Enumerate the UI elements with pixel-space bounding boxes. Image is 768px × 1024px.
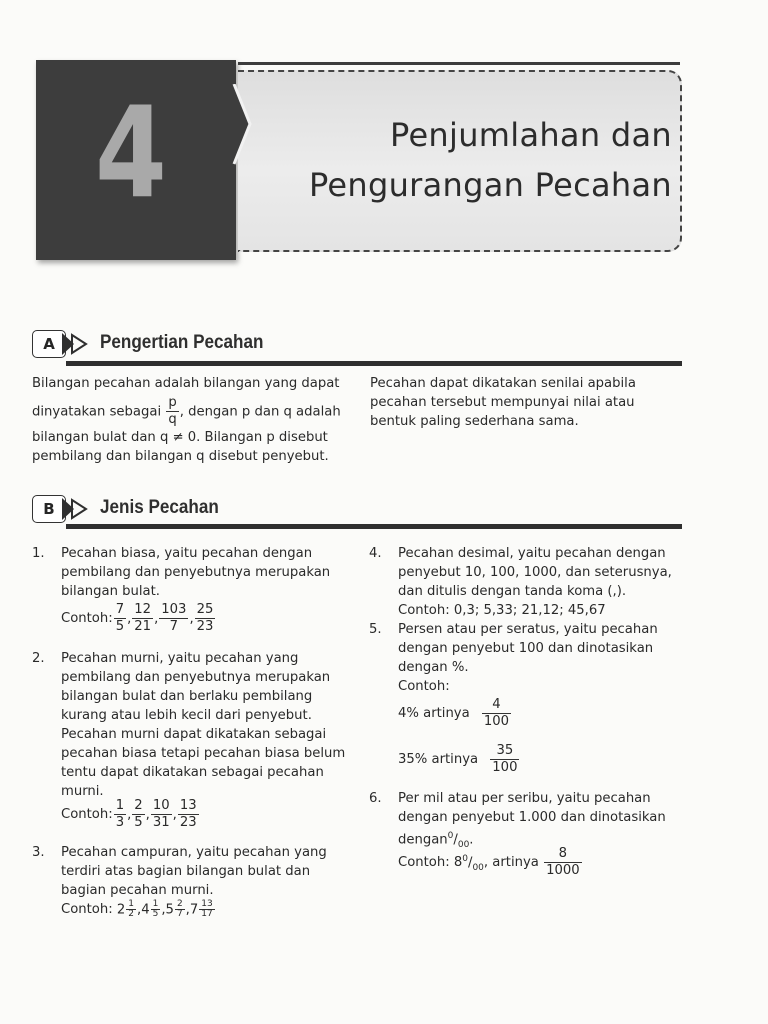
section-b-arrow-icon — [62, 496, 92, 522]
item5-example2: 35% artinya $\frac{35}{100}$ — [398, 743, 518, 775]
item1-text: Pecahan biasa, yaitu pecahan dengan pembilang dan penyebutnya merupakan bilangan bulat. — [61, 546, 331, 599]
chapter-title-line1: Penjumlahan dan — [389, 116, 672, 154]
section-b-title: Jenis Pecahan — [100, 497, 219, 518]
item2-fraction: $\frac{1}{3}$ — [115, 798, 125, 830]
section-a-left-line4: pembilang dan bilangan q disebut penyebut. — [32, 449, 329, 464]
section-a-left-line1: Bilangan pecahan adalah bilangan yang dapat — [32, 376, 340, 391]
item6-number: 6. — [369, 791, 382, 806]
item3-mixed-fraction: $\frac{1}{2}$ — [128, 899, 135, 919]
item1-number: 1. — [32, 546, 45, 561]
item6-example: Contoh: $8^0/_{00}$, artinya $\frac{8}{1000}$ — [398, 846, 580, 878]
item6-text: Per mil atau per seribu, yaitu pecahan dengan penyebut 1.000 dan dinotasikan $dengan^0/_{00}$. — [398, 789, 708, 855]
item2-number: 2. — [32, 651, 45, 666]
item5-number: 5. — [369, 622, 382, 637]
section-a-title: Pengertian Pecahan — [100, 332, 264, 353]
item4-number: 4. — [369, 546, 382, 561]
item5-fraction: $\frac{35}{100}$ — [492, 743, 518, 775]
section-a-left-line3: bilangan bulat dan q ≠ 0. Bilangan p disebut — [32, 430, 328, 445]
item1-fraction: $\frac{103}{7}$ — [161, 602, 187, 634]
item2-text: Pecahan murni, yaitu pecahan yang pembilang dan penyebutnya merupakan bilangan bulat dan berlaku pembilang kurang atau lebih kecil dari penyebut. Pecahan murni dapat dikatakan sebagai pecahan biasa tetapi pecahan biasa belum tentu dapat dikatakan sebagai pecahan murni. — [61, 651, 346, 799]
item4-text: Pecahan desimal, yaitu pecahan dengan penyebut 10, 100, 1000, dan seterusnya, dan ditulis dengan tanda koma (,). Contoh: 0,3; 5,33; 21,12; 45,67 — [398, 544, 708, 620]
chapter-number: 4 — [95, 79, 167, 226]
item3-text: Pecahan campuran, yaitu pecahan yang terdiri atas bagian bilangan bulat dan bagian pecahan murni. — [61, 845, 327, 898]
item3-mixed-fraction: $\frac{13}{17}$ — [201, 899, 213, 919]
item6-fraction: $\frac{8}{1000}$ — [546, 846, 580, 878]
item4-example: Contoh: 0,3; 5,33; 21,12; 45,67 — [398, 603, 606, 618]
section-a-arrow-icon — [62, 331, 92, 357]
chapter-arrow-notch — [228, 84, 258, 234]
chapter-title — [272, 110, 672, 210]
section-a-left-text — [32, 374, 352, 466]
item5-text: Persen atau per seratus, yaitu pecahan dengan penyebut 100 dan dinotasikan dengan %. Contoh: — [398, 622, 658, 694]
section-a-right-text: Pecahan dapat dikatakan senilai apabila pecahan tersebut mempunyai nilai atau bentuk paling sederhana sama. — [370, 376, 636, 429]
fraction-p-over-q: $\frac{p}{q}$ — [168, 395, 177, 427]
item3-number: 3. — [32, 845, 45, 860]
item2-example: Contoh: $\frac{1}{3}$ , $\frac{2}{5}$ , $\frac{10}{31}$ , $\frac{13}{23}$ — [61, 798, 197, 830]
section-b-badge: B — [32, 495, 66, 523]
chapter-title-line2: Pengurangan Pecahan — [308, 166, 672, 204]
item3-mixed-fraction: $\frac{1}{5}$ — [152, 899, 159, 919]
item1-fraction: $\frac{7}{5}$ — [115, 602, 125, 634]
item2-fraction: $\frac{13}{23}$ — [179, 798, 197, 830]
item5-example1: 4% artinya $\frac{4}{100}$ — [398, 697, 510, 729]
section-a-left-line2: dinyatakan sebagai $\frac{p}{q}$ , dengan p dan q adalah — [32, 395, 341, 427]
item6-line3: $dengan^0/_{00}$. — [398, 831, 474, 851]
section-a-badge: A — [32, 330, 66, 358]
item5-fraction: $\frac{4}{100}$ — [483, 697, 510, 729]
section-a-rule — [66, 361, 682, 366]
item1-fraction: $\frac{25}{23}$ — [196, 602, 214, 634]
item1-fraction: $\frac{12}{21}$ — [134, 602, 152, 634]
item3-example: Contoh: 2 $\frac{1}{2}$ ,4 $\frac{1}{5}$ ,5 $\frac{2}{7}$ ,7 $\frac{13}{17}$ — [61, 899, 213, 919]
item1-example: Contoh: $\frac{7}{5}$ , $\frac{12}{21}$ , $\frac{103}{7}$ , $\frac{25}{23}$ — [61, 602, 214, 634]
item3-mixed-fraction: $\frac{2}{7}$ — [176, 899, 183, 919]
item2-fraction: $\frac{2}{5}$ — [134, 798, 143, 830]
item2-fraction: $\frac{10}{31}$ — [152, 798, 170, 830]
section-b-rule — [66, 524, 682, 529]
